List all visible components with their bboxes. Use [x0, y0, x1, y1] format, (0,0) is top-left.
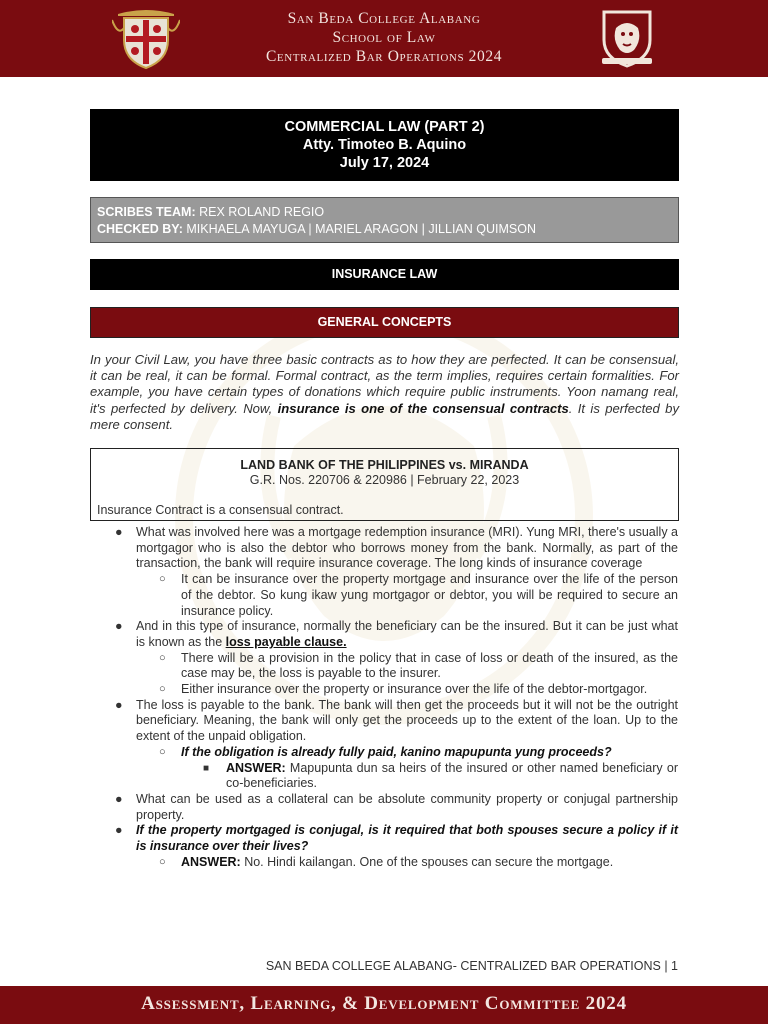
scribes-box	[90, 197, 679, 243]
square-bullet-icon: ■	[203, 762, 210, 774]
circle-bullet-icon: ○	[159, 855, 166, 868]
list-item	[0, 761, 768, 792]
answer-text: No. Hindi kailangan. One of the spouses can secure the mortgage.	[240, 854, 614, 869]
case-doctrine: Insurance Contract is a consensual contract.	[97, 503, 344, 517]
circle-bullet-icon: ○	[159, 651, 166, 664]
bullet-icon: ●	[115, 823, 123, 838]
list-item	[0, 855, 768, 871]
case-box	[90, 448, 679, 521]
bullet-icon: ●	[115, 525, 123, 539]
checked-by-value: MIKHAELA MAYUGA | MARIEL ARAGON | JILLIAN QUIMSON	[182, 221, 536, 236]
checked-by-line	[97, 221, 672, 238]
note-text: What can be used as a collateral can be absolute community property or conjugal partnership property.	[136, 791, 678, 822]
bullet-icon: ●	[115, 697, 123, 712]
list-item	[0, 745, 768, 761]
note-text: And in this type of insurance, normally the beneficiary can be the insured. But it can be just what is known as the	[136, 619, 678, 649]
header-line-2: School of Law	[332, 29, 436, 46]
header-line-3: Centralized Bar Operations 2024	[265, 48, 503, 65]
list-item	[0, 792, 768, 823]
note-text: There will be a provision in the policy that in case of loss or death of the insured, as the case may be, the loss is payable to the insurer.	[181, 650, 678, 681]
lion-emblem-icon	[598, 6, 656, 70]
lecture-notes	[0, 525, 768, 870]
page-footer-text: SAN BEDA COLLEGE ALABANG- CENTRALIZED BAR OPERATIONS | 1	[265, 959, 678, 973]
intro-text: In your Civil Law, you have three basic contracts as to how they are perfected. It can be consensual, it can be real, it can be formal. Formal contract, as the term implies, requires certain formalities. For example, you have certain types of donations which require public instruments. Yoon namang real, it's perfected by delivery. Now,	[90, 352, 679, 416]
lecture-date: July 17, 2024	[339, 155, 430, 171]
note-text: It can be insurance over the property mortgage and insurance over the life of the person of the debtor. So kung ikaw yung mortgagor or debtor, you will be required to secure an insurance policy.	[181, 572, 678, 618]
question-text: If the obligation is already fully paid, kanino mapupunta yung proceeds?	[181, 744, 612, 759]
scribes-team-line	[97, 204, 672, 221]
question-text: If the property mortgaged is conjugal, is it required that both spouses secure a policy if it is insurance over their lives?	[136, 823, 678, 854]
list-item	[0, 651, 768, 682]
intro-paragraph	[90, 352, 679, 433]
section-header-general-concepts: GENERAL CONCEPTS	[90, 307, 679, 338]
answer-text: Mapupunta dun sa heirs of the insured or other named beneficiary or co-beneficiaries.	[226, 760, 678, 791]
answer-label: ANSWER:	[181, 854, 241, 869]
note-text: What was involved here was a mortgage redemption insurance (MRI). Yung MRI, there's usually a mortgagor who is also the debtor who borrows money from the bank. Normally, as part of the transaction, the bank will require insurance coverage. The long kinds of insurance coverage	[136, 525, 678, 571]
answer-label: ANSWER:	[226, 760, 286, 775]
circle-bullet-icon: ○	[159, 683, 166, 696]
case-title: LAND BANK OF THE PHILIPPINES vs. MIRANDA	[240, 458, 529, 472]
header-title	[150, 9, 618, 66]
bottom-banner	[0, 986, 768, 1024]
section-header-insurance-law: INSURANCE LAW	[90, 259, 679, 290]
bullet-icon: ●	[115, 791, 123, 806]
list-item	[0, 698, 768, 745]
page-header	[0, 0, 768, 77]
note-text: The loss is payable to the bank. The bank will then get the proceeds but it will not be the outright beneficiary. Meaning, the bank will only get the proceeds up to the extent of the loan. Up to the extent of the unpaid obligation.	[136, 697, 678, 744]
intro-tail-text: . It is perfected by mere consent.	[90, 400, 679, 432]
lecturer-name: Atty. Timoteo B. Aquino	[302, 137, 467, 153]
intro-bold-text: insurance is one of the consensual contracts	[277, 400, 569, 416]
circle-bullet-icon: ○	[159, 745, 166, 758]
case-citation: G.R. Nos. 220706 & 220986 | February 22, 2023	[249, 473, 520, 487]
scribes-team-label: SCRIBES TEAM:	[97, 205, 196, 219]
list-item	[0, 572, 768, 619]
bullet-icon: ●	[115, 619, 123, 634]
list-item	[0, 619, 768, 650]
note-text: Either insurance over the property or insurance over the life of the debtor-mortgagor.	[181, 682, 648, 697]
list-item	[0, 525, 768, 572]
scribes-team-value: REX ROLAND REGIO	[195, 205, 325, 219]
circle-bullet-icon: ○	[159, 573, 166, 586]
lecture-title-box	[90, 109, 679, 181]
committee-name: Assessment, Learning, & Development Committee 2024	[141, 993, 627, 1014]
list-item	[0, 823, 768, 854]
header-line-1: San Beda College Alabang	[287, 10, 481, 27]
subject-title: COMMERCIAL LAW (PART 2)	[284, 119, 485, 135]
list-item	[0, 682, 768, 698]
checked-by-label: CHECKED BY:	[97, 221, 183, 236]
loss-payable-clause-term: loss payable clause.	[225, 634, 347, 649]
